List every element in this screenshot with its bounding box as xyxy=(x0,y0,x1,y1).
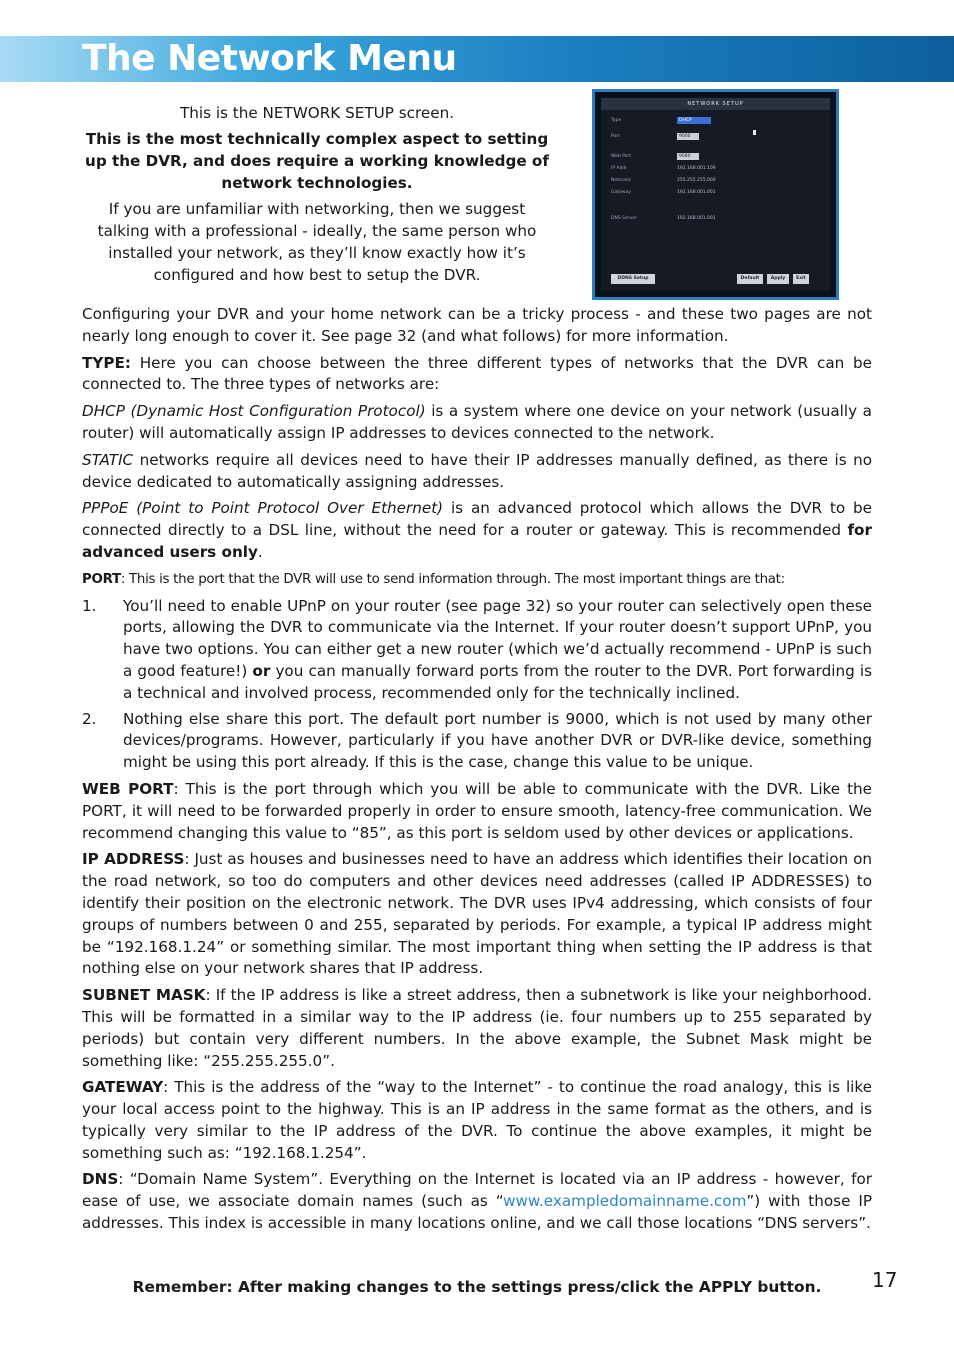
screenshot-row-dns xyxy=(611,216,821,224)
paragraph-pppoe xyxy=(82,498,872,563)
port-text: : This is the port that the DVR will use to send information through. The most important things are that: xyxy=(120,571,785,587)
screenshot-row-value: DHCP xyxy=(679,118,692,123)
pppoe-text: is an advanced protocol which allows the DVR to be connected directly to a DSL line, without the need for a router or gateway. This is recommended xyxy=(82,499,872,540)
web-port-text: : This is the port through which you will be able to communicate with the DVR. Like the PORT, it will need to be forwarded properly in order to ensure smooth, latency-free communication. We recommend changing this value to “85”, as this port is seldom used by other devices or applications. xyxy=(82,779,873,842)
screenshot-ddns-button: DDNS Setup xyxy=(611,274,655,284)
paragraph-static xyxy=(82,450,872,494)
intro-warning: This is the most technically complex aspect to setting up the DVR, and does require a working knowledge of network technologies. xyxy=(85,130,549,192)
screenshot-row-web-port xyxy=(611,154,821,162)
dns-text: : “Domain Name System”. Everything on the Internet is located via an IP address - however, for ease of use, we associate domain names (such as “ xyxy=(82,1170,872,1211)
paragraph-subnet xyxy=(82,985,872,1072)
term-web-port: WEB PORT xyxy=(82,779,174,798)
screenshot-default-button: Default xyxy=(737,274,763,284)
term-static: STATIC xyxy=(82,450,134,469)
term-gateway: GATEWAY xyxy=(82,1078,164,1097)
screenshot-row-label: DNS Server xyxy=(611,216,637,221)
screenshot-row-netmask xyxy=(611,178,821,186)
list-text: Nothing else share this port. The default port number is 9000, which is not used by many other devices/programs. However, particularly if you have another DVR or DVR-like device, something might be using this port already. If this is the case, change this value to be unique. xyxy=(123,709,872,772)
screenshot-row-value: 9080 xyxy=(679,154,691,159)
ip-address-text: : Just as houses and businesses need to have an address which identifies their location on the road network, so too do computers and other devices need addresses (called IP ADDRESSES) to identify their position on the electronic network. The DVR uses IPv4 addressing, which consists of four groups of numbers between 0 and 255, separated by periods. For example, a typical IP address might be “192.168.1.24” or something similar. The most important thing when setting the IP address is that nothing else on your network shares that IP address. xyxy=(82,850,872,978)
subnet-text: : If the IP address is like a street address, then a subnetwork is like your neighborhood. This will be formatted in a similar way to the IP address (ie. four numbers up to 255 separated by periods) but contain very different numbers. In the above example, the Subnet Mask might be something like: “255.255.255.0”. xyxy=(82,986,872,1070)
list-item xyxy=(82,709,872,774)
screenshot-header: NETWORK SETUP xyxy=(601,98,830,110)
port-list xyxy=(82,596,872,774)
static-text: networks require all devices need to have their IP addresses manually defined, as there is no device dedicated to automatically assigning addresses. xyxy=(82,450,872,491)
screenshot-row-label: IP Addr xyxy=(611,166,628,171)
term-type: TYPE: xyxy=(82,353,131,372)
screenshot-row-type xyxy=(611,118,821,126)
screenshot-row-value: 192.168.001.001 xyxy=(677,190,716,195)
pppoe-bold: for advanced users only xyxy=(82,521,872,561)
type-text: Here you can choose between the three different types of networks that the DVR can be connected to. The three types of networks are: xyxy=(82,353,872,394)
term-subnet: SUBNET MASK xyxy=(82,986,206,1005)
network-setup-screenshot xyxy=(592,89,839,300)
term-port: PORT xyxy=(82,571,121,587)
term-pppoe: PPPoE (Point to Point Protocol Over Ethernet) xyxy=(82,499,444,518)
intro-suggestion: If you are unfamiliar with networking, then we suggest talking with a professional - ideally, the same person who installed your network, as they’ll know exactly how it’s configured and how best to setup the DVR. xyxy=(97,200,537,284)
screenshot-row-ip xyxy=(611,166,821,174)
paragraph-gateway xyxy=(82,1077,872,1164)
screenshot-row-label: Port xyxy=(611,134,620,139)
screenshot-exit-button: Exit xyxy=(793,274,809,284)
intro-block xyxy=(82,102,552,290)
list-number: 2. xyxy=(82,709,97,728)
paragraph-port xyxy=(82,569,872,591)
dhcp-text: is a system where one device on your network (usually a router) will automatically assign IP addresses to devices connected to the network. xyxy=(82,402,872,442)
list-number: 1. xyxy=(82,596,97,615)
title-bar xyxy=(0,36,954,82)
screenshot-row-label: Netmask xyxy=(611,178,631,183)
screenshot-row-label: Gateway xyxy=(611,190,631,195)
intro-line: This is the NETWORK SETUP screen. xyxy=(179,104,455,122)
list-bold: or xyxy=(252,661,271,680)
screenshot-panel xyxy=(601,98,830,291)
apply-reminder: Remember: After making changes to the settings press/click the APPLY button. xyxy=(132,1278,822,1296)
gateway-text: : This is the address of the “way to the Internet” - to continue the road analogy, this is like your local access point to the highway. This is an IP address in the same format as the others, and is typically very similar to the IP address of the DVR. To continue the above examples, it might be something such as: “192.168.1.254”. xyxy=(82,1078,872,1162)
screenshot-row-value: 255.255.255.000 xyxy=(677,178,716,183)
pppoe-end: . xyxy=(257,542,263,561)
paragraph-type xyxy=(82,353,872,397)
page-number: 17 xyxy=(872,1268,898,1292)
screenshot-row-value: 192.168.001.001 xyxy=(677,216,716,221)
example-domain-link[interactable]: www.exampledomainname.com xyxy=(503,1192,747,1211)
dns-text-end: ”) with those IP addresses. This index is accessible in many locations online, and we call those locations “DNS servers”. xyxy=(82,1192,873,1233)
page-title: The Network Menu xyxy=(82,38,457,79)
screenshot-row-label: Type xyxy=(611,118,622,123)
screenshot-row-value: 192.168.001.109 xyxy=(677,166,716,171)
term-dns: DNS xyxy=(82,1170,119,1189)
screenshot-row-port xyxy=(611,134,821,142)
body-text xyxy=(82,304,872,1240)
term-dhcp: DHCP (Dynamic Host Configuration Protocol) xyxy=(82,402,426,421)
paragraph-intro: Configuring your DVR and your home network can be a tricky process - and these two pages are not nearly long enough to cover it. See page 32 (and what follows) for more information. xyxy=(82,305,872,345)
screenshot-row-gateway xyxy=(611,190,821,198)
list-text-end: you can manually forward ports from the router to the DVR. Port forwarding is a technical and involved process, recommended only for the technically inclined. xyxy=(123,661,872,702)
list-text: You’ll need to enable UPnP on your router (see page 32) so your router can selectively open these ports, allowing the DVR to communicate via the Internet. If your router doesn’t support UPnP, you have two options. You can either get a new router (which we’d actually recommend - UPnP is such a good feature!) xyxy=(123,596,872,680)
screenshot-apply-button: Apply xyxy=(767,274,789,284)
paragraph-dns xyxy=(82,1169,872,1234)
paragraph-dhcp xyxy=(82,401,872,445)
screenshot-row-value: 9000 xyxy=(679,134,691,139)
paragraph-ip-address xyxy=(82,849,872,980)
screenshot-row-label: Web Port xyxy=(611,154,632,159)
list-item xyxy=(82,596,872,705)
term-ip-address: IP ADDRESS xyxy=(82,850,185,869)
paragraph-web-port xyxy=(82,779,872,844)
